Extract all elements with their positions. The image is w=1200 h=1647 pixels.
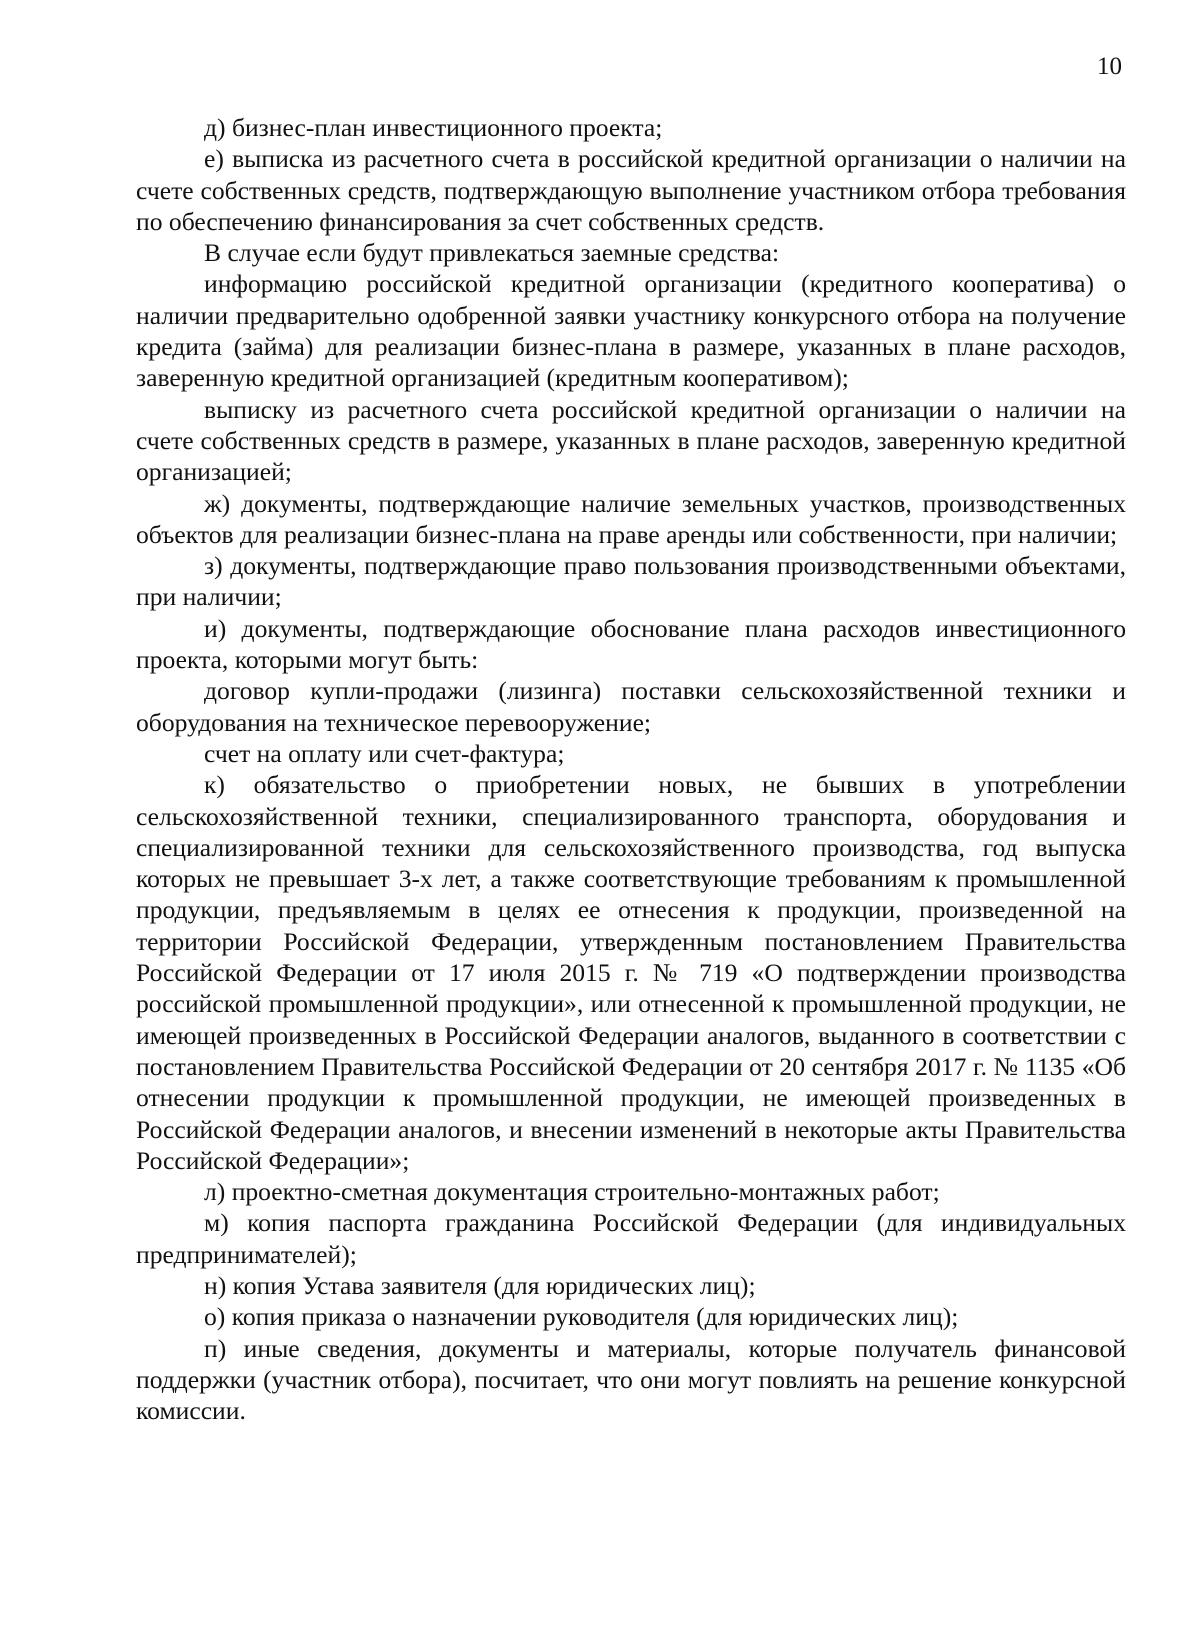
paragraph-i: и) документы, подтверждающие обоснование плана расходов инвестиционного проекта, которыми могут быть: [136,613,1126,675]
paragraph-k: к) обязательство о приобретении новых, не бывших в употреблении сельскохозяйственной техники, специализированного транспорта, оборудования и специализированной техники для сельскохозяйственного производства, год выпуска которых не превышает 3-х лет, а также соответствующие требованиям к промышленной продукции, предъявляемым в целях ее отнесения к продукции, произведенной на территории Российской Федерации, утвержденным постановлением Правительства Российской Федерации от 17 июля 2015 г. № 719 «О подтверждении производства российской промышленной продукции», или отнесенной к промышленной продукции, не имеющей произведенных в Российской Федерации аналогов, выданного в соответствии с постановлением Правительства Российской Федерации от 20 сентября 2017 г. № 1135 «Об отнесении продукции к промышленной продукции, не имеющей произведенных в Российской Федерации аналогов, и внесении изменений в некоторые акты Правительства Российской Федерации»; [136,770,1126,1175]
paragraph-o: о) копия приказа о назначении руководителя (для юридических лиц); [204,1302,959,1332]
paragraph-d: д) бизнес-план инвестиционного проекта; [204,113,663,142]
paragraph-purchase-contract: договор купли-продажи (лизинга) поставки сельскохозяйственной техники и оборудования на техническое перевооружение; [136,676,1126,737]
paragraph-zh: ж) документы, подтверждающие наличие земельных участков, производственных объектов для реализации бизнес-плана на праве аренды или собственности, при наличии; [136,488,1126,549]
page-number: 10 [1097,53,1122,80]
paragraph-n: н) копия Устава заявителя (для юридических лиц); [204,1270,756,1300]
paragraph-e: е) выписка из расчетного счета в российской кредитной организации о наличии на счете собственных средств, подтверждающую выполнение участником отбора требования по обеспечению финансирования за счет собственных средств. [136,144,1126,236]
paragraph-credit-info: информацию российской кредитной организации (кредитного кооператива) о наличии предварительно одобренной заявки участнику конкурсного отбора на получение кредита (займа) для реализации бизнес-плана в размере, указанных в плане расходов, заверенную кредитной организацией (кредитным кооперативом); [136,269,1126,393]
document-body [136,112,1126,1426]
paragraph-invoice: счет на оплату или счет-фактура; [204,738,565,768]
paragraph-borrowed-funds: В случае если будут привлекаться заемные средства: [204,238,780,268]
paragraph-p: п) иные сведения, документы и материалы, которые получатель финансовой поддержки (участник отбора), посчитает, что они могут повлиять на решение конкурсной комиссии. [136,1333,1126,1426]
paragraph-m: м) копия паспорта гражданина Российской Федерации (для индивидуальных предпринимателей); [136,1208,1126,1269]
paragraph-l: л) проектно-сметная документация строительно-монтажных работ; [204,1177,940,1207]
paragraph-z: з) документы, подтверждающие право пользования производственными объектами, при наличии; [136,551,1126,612]
paragraph-account-statement: выписку из расчетного счета российской кредитной организации о наличии на счете собственных средств в размере, указанных в плане расходов, заверенную кредитной организацией; [136,394,1126,487]
